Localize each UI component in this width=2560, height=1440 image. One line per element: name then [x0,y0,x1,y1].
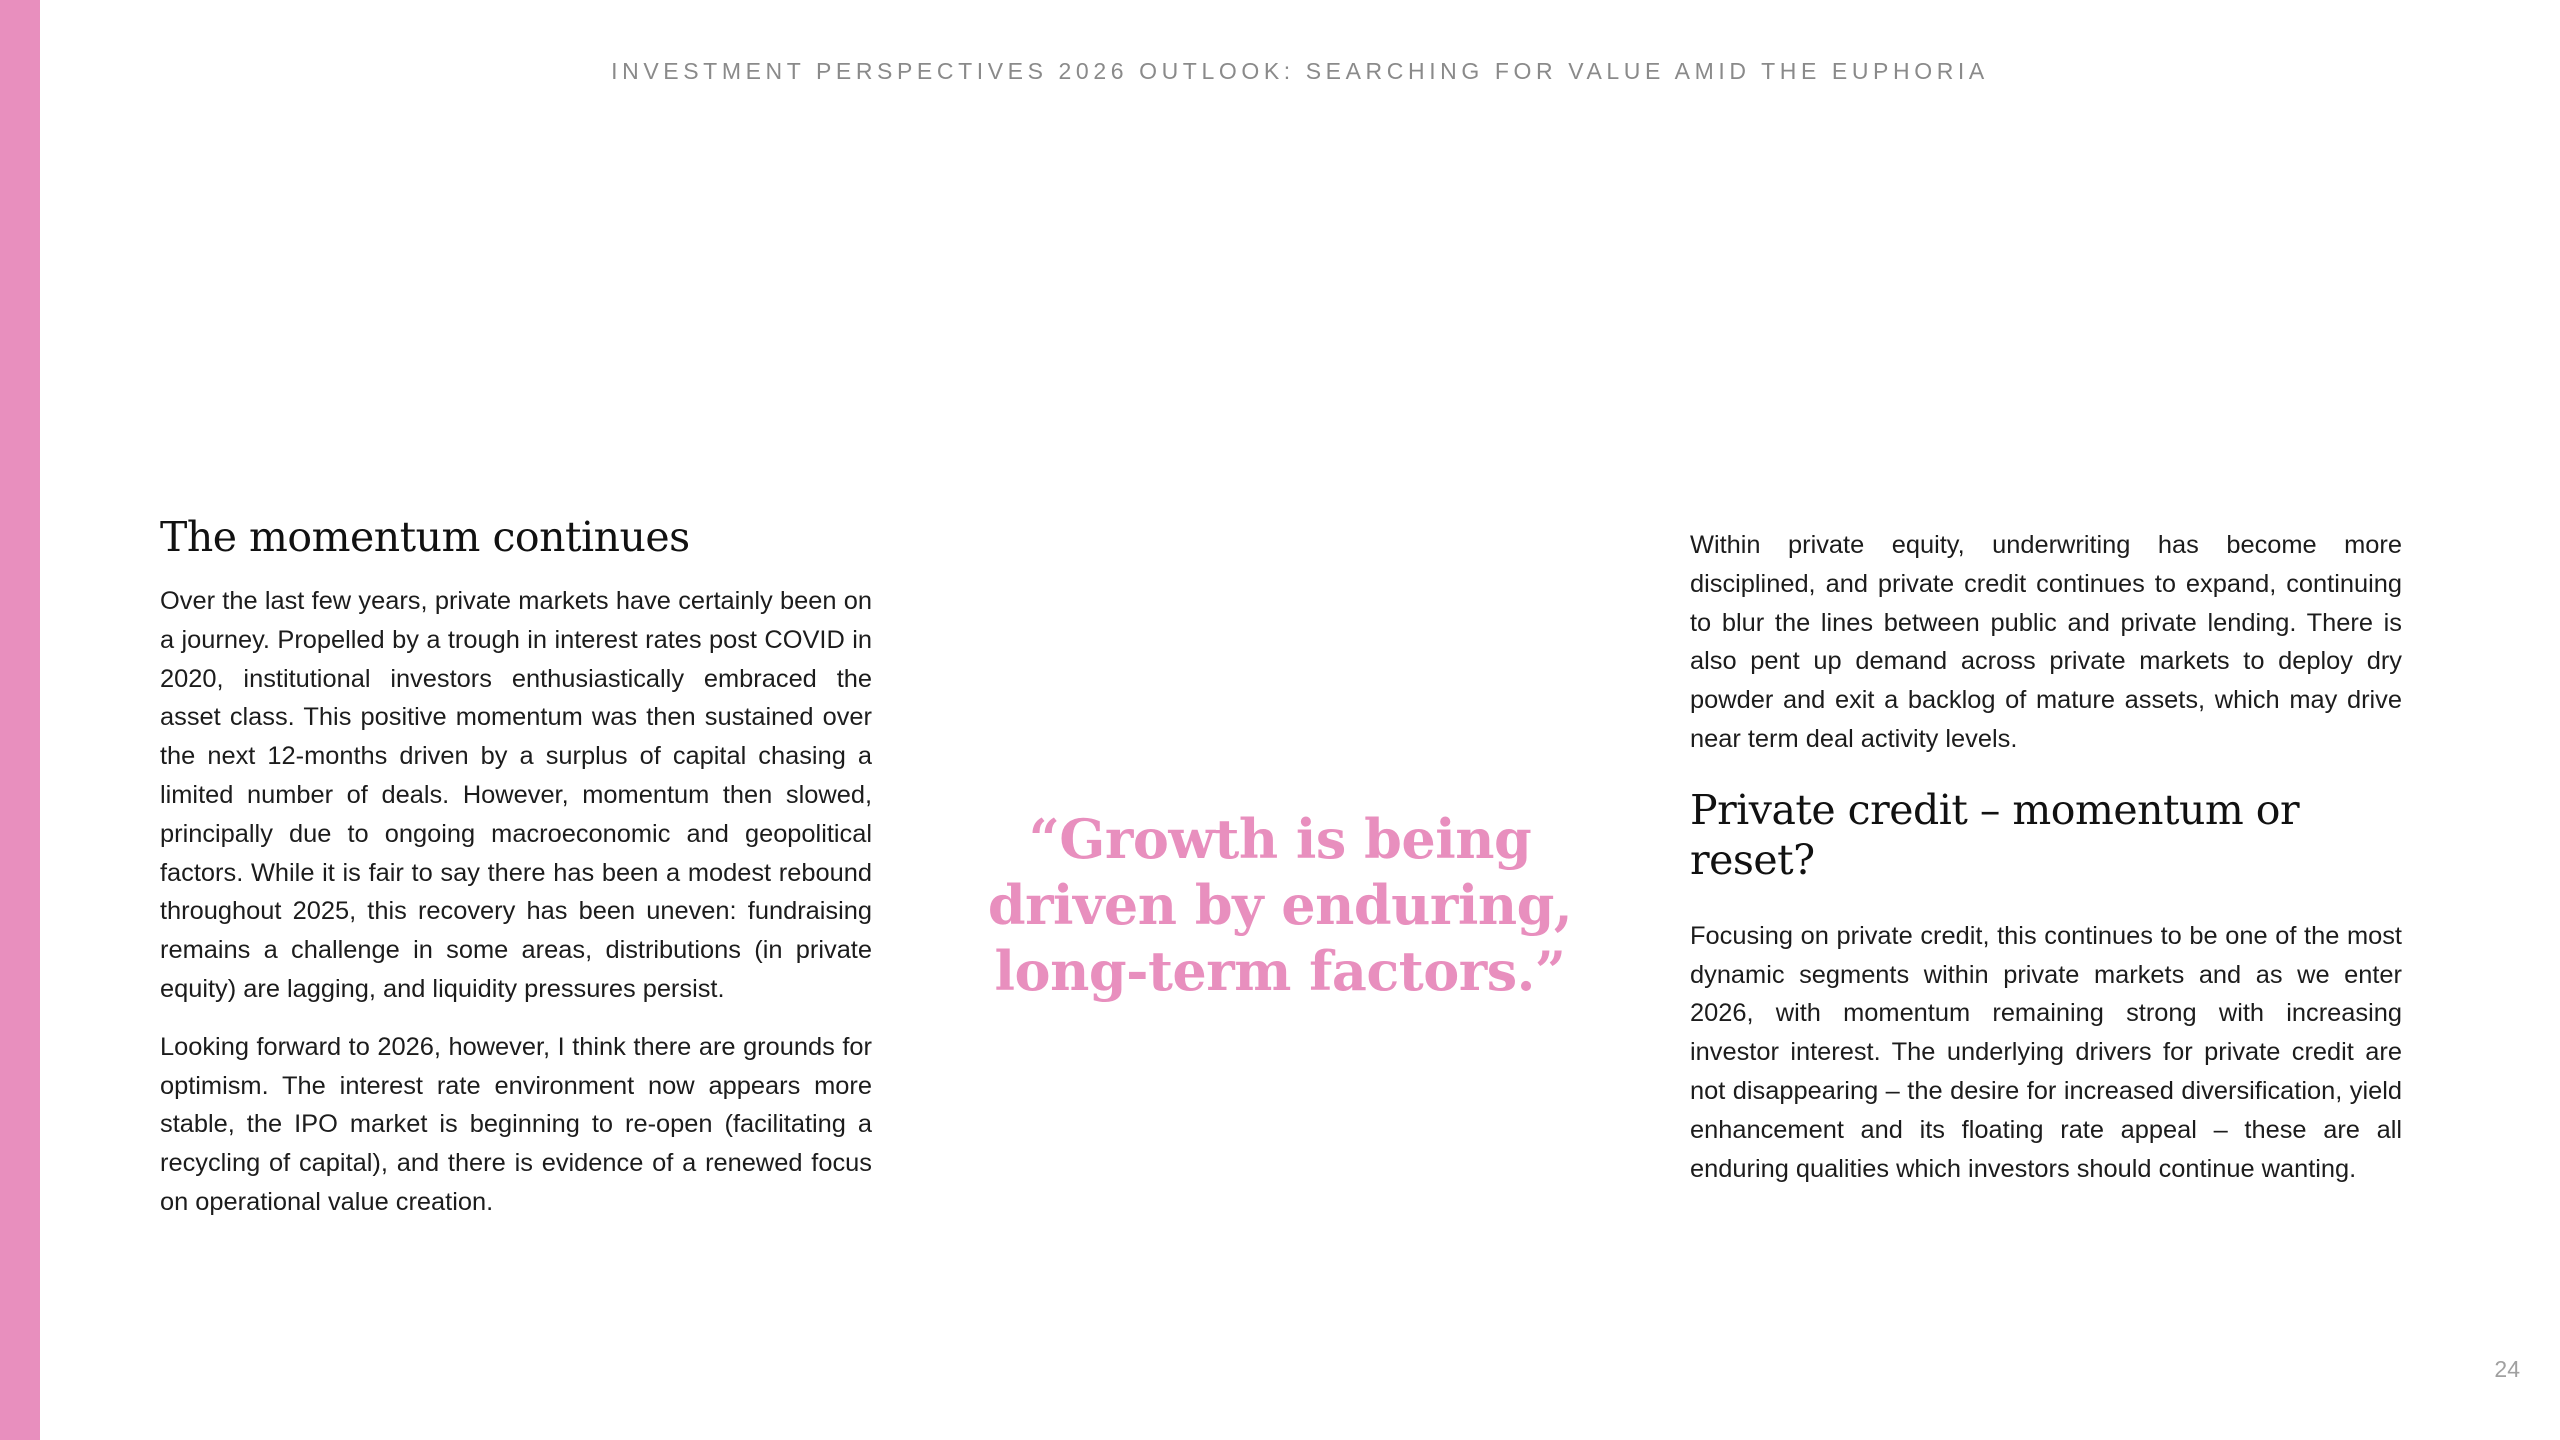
body-paragraph: Over the last few years, private markets have certainly been on a journey. Propelled by a trough in interest rates post COVID in 2020, institutional investors enthusiastically embraced the asset class. This positive momentum was then sustained over the next 12-months driven by a surplus of capital chasing a limited number of deals. However, momentum then slowed, principally due to ongoing macroeconomic and geopolitical factors. While it is fair to say there has been a modest rebound throughout 2025, this recovery has been uneven: fundraising remains a challenge in some areas, distributions (in private equity) are lagging, and liquidity pressures persist. [160,587,872,1003]
right-column [1690,526,2402,1188]
pull-quote: “Growth is being driven by enduring, long-term factors.” [987,807,1573,1003]
left-accent-bar [0,0,40,1440]
body-paragraph: Within private equity, underwriting has become more disciplined, and private credit continues to expand, continuing to blur the lines between public and private lending. There is also pent up demand across private markets to deploy dry powder and exit a backlog of mature assets, which may drive near term deal activity levels. [1690,531,2402,753]
page-number: 24 [2494,1356,2520,1382]
running-header: INVESTMENT PERSPECTIVES 2026 OUTLOOK: SEARCHING FOR VALUE AMID THE EUPHORIA [611,58,1989,84]
section-heading-momentum: The momentum continues [160,513,690,561]
body-paragraph: Focusing on private credit, this continues to be one of the most dynamic segments within private markets and as we enter 2026, with momentum remaining strong with increasing investor interest. The underlying drivers for private credit are not disappearing – the desire for increased diversification, yield enhancement and its floating rate appeal – these are all enduring qualities which investors should continue wanting. [1690,921,2402,1183]
left-column [160,512,872,1222]
section-heading-private-credit: Private credit – momentum or reset? [1690,785,2300,884]
body-paragraph: Looking forward to 2026, however, I think there are grounds for optimism. The interest rate environment now appears more stable, the IPO market is beginning to re-open (facilitating a recycling of capital), and there is evidence of a renewed focus on operational value creation. [160,1032,872,1216]
